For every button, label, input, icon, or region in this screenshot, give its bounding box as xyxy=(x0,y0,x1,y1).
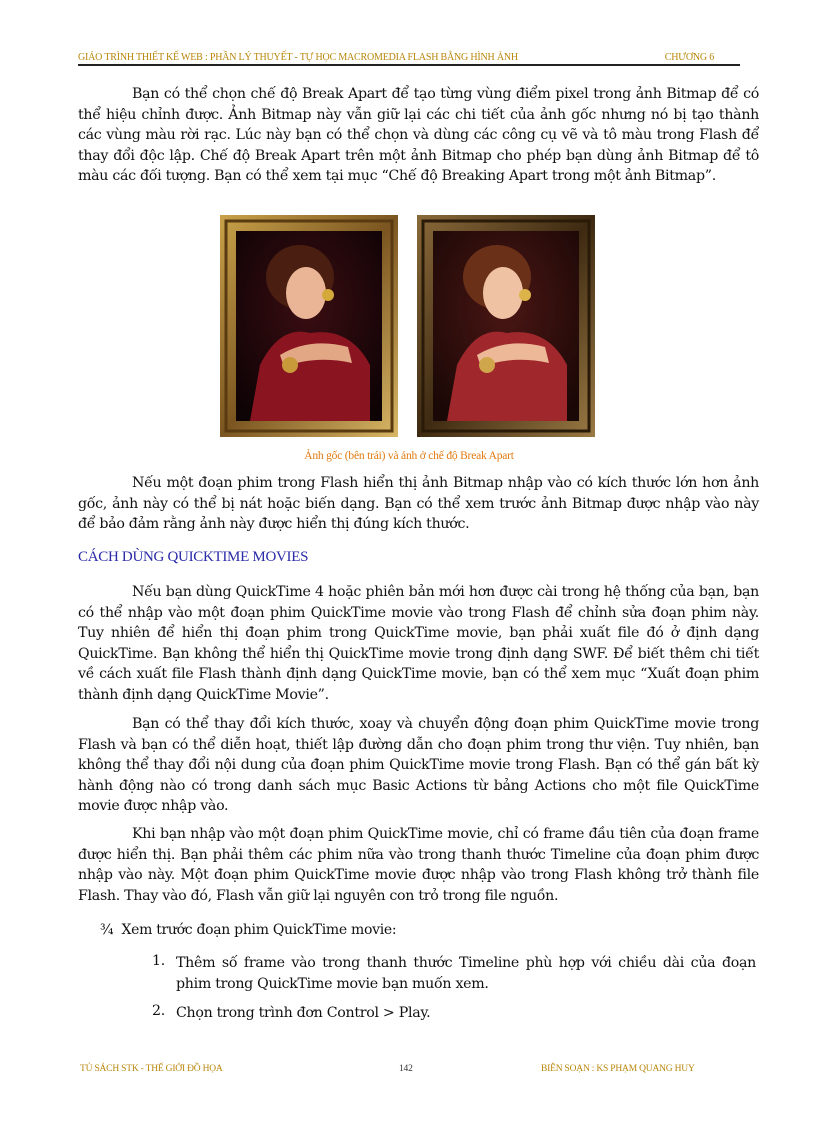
footer-author: BIÊN SOẠN : KS PHẠM QUANG HUY xyxy=(541,1064,695,1074)
step-text: Chọn trong trình đơn Control > Play. xyxy=(176,1005,431,1021)
original-portrait-image xyxy=(220,215,398,437)
step-number: 2. xyxy=(152,1003,165,1019)
header-chapter: CHƯƠNG 6 xyxy=(664,52,714,63)
header-rule xyxy=(78,64,740,66)
bullet-mark: ¾ xyxy=(100,922,114,938)
header-title: GIÁO TRÌNH THIẾT KẾ WEB : PHẦN LÝ THUYẾT - TỰ HỌC MACROMEDIA FLASH BẰNG HÌNH ẢNH xyxy=(78,52,518,63)
footer-page-number: 142 xyxy=(399,1064,413,1074)
break-apart-portrait-image xyxy=(417,215,595,437)
preview-bullet xyxy=(100,922,396,938)
figure-caption: Ảnh gốc (bên trái) và ảnh ở chế độ Break Apart xyxy=(304,450,514,462)
paragraph-bitmap-size: Nếu một đoạn phim trong Flash hiển thị ảnh Bitmap nhập vào có kích thước lớn hơn ảnh gốc, ảnh này có thể bị nát hoặc biến dạng. Bạn có thể xem trước ảnh Bitmap được nhập vào này để bảo đảm rằng ảnh này được hiển thị đúng kích thước. xyxy=(78,475,759,532)
step-item xyxy=(150,1003,756,1024)
step-number: 1. xyxy=(152,953,165,969)
paragraph-quicktime-import: Nếu bạn dùng QuickTime 4 hoặc phiên bản mới hơn được cài trong hệ thống của bạn, bạn có thể nhập vào một đoạn phim QuickTime movie vào trong Flash để chỉnh sửa đoạn phim này. Tuy nhiên để hiển thị đoạn phim trong QuickTime movie, bạn phải xuất file đó ở định dạng QuickTime. Bạn không thể hiển thị QuickTime movie trong định dạng SWF. Để biết thêm chi tiết về cách xuất file Flash thành định dạng QuickTime movie, bạn có thể xem mục “Xuất đoạn phim thành định dạng QuickTime Movie”. xyxy=(78,584,759,703)
paragraph-quicktime-edit: Bạn có thể thay đổi kích thước, xoay và chuyển động đoạn phim QuickTime movie trong Flash và bạn có thể diễn hoạt, thiết lập đường dẫn cho đoạn phim trong thư viện. Tuy nhiên, bạn không thể thay đổi nội dung của đoạn phim QuickTime movie trong Flash. Bạn có thể gán bất kỳ hành động nào có trong danh sách mục Basic Actions từ bảng Actions cho một file QuickTime movie được nhập vào. xyxy=(78,716,759,814)
step-text: Thêm số frame vào trong thanh thước Timeline phù hợp với chiều dài của đoạn phim trong QuickTime movie bạn muốn xem. xyxy=(176,955,756,992)
step-item xyxy=(150,953,756,995)
paragraph-quicktime-frames: Khi bạn nhập vào một đoạn phim QuickTime movie, chỉ có frame đầu tiên của đoạn frame được hiển thị. Bạn phải thêm các phim nữa vào trong thanh thước Timeline của đoạn phim được nhập vào này. Một đoạn phim QuickTime movie được nhập vào trong Flash không trở thành file Flash. Thay vào đó, Flash vẫn giữ lại nguyên con trỏ trong file nguồn. xyxy=(78,826,759,904)
paragraph-break-apart: Bạn có thể chọn chế độ Break Apart để tạo từng vùng điểm pixel trong ảnh Bitmap để có thể hiệu chỉnh được. Ảnh Bitmap này vẫn giữ lại các chi tiết của ảnh gốc nhưng nó bị tạo thành các vùng màu rời rạc. Lúc này bạn có thể chọn và dùng các công cụ vẽ và tô màu trong Flash để thay đổi độc lập. Chế độ Break Apart trên một ảnh Bitmap cho phép bạn dùng ảnh Bitmap để tô màu các đối tượng. Bạn có thể xem tại mục “Chế độ Breaking Apart trong một ảnh Bitmap”. xyxy=(78,86,759,184)
footer-series: TỦ SÁCH STK - THẾ GIỚI ĐỒ HỌA xyxy=(80,1064,223,1074)
section-title: CÁCH DÙNG QUICKTIME MOVIES xyxy=(78,549,309,565)
bullet-text: Xem trước đoạn phim QuickTime movie: xyxy=(121,922,397,938)
